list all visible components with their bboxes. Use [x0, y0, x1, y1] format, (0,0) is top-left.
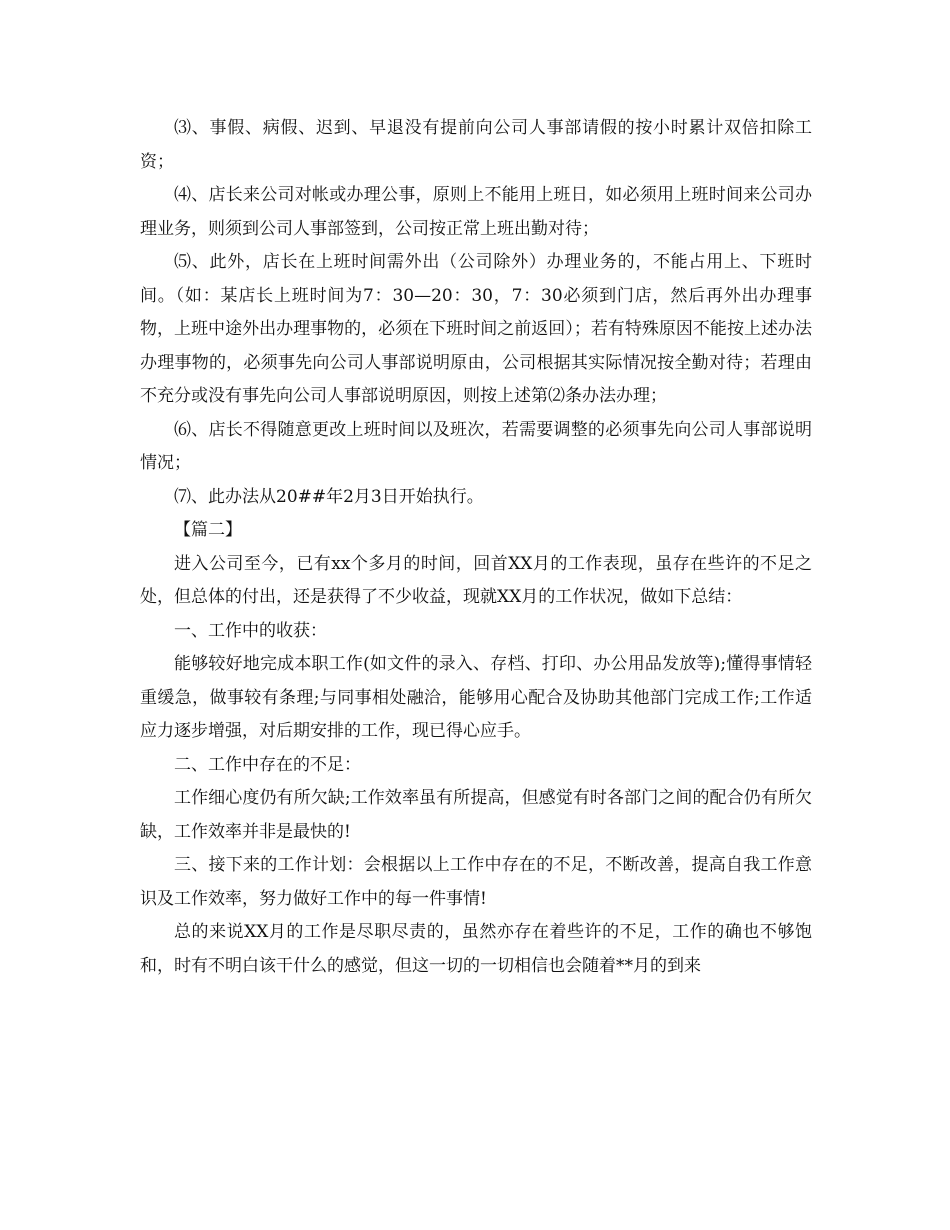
paragraph-rule-4: ⑷、店长来公司对帐或办理公事，原则上不能用上班日，如必须用上班时间来公司办理业务，则须到公司人事部签到，公司按正常上班出勤对待； — [140, 185, 812, 239]
paragraph-gains: 能够较好地完成本职工作(如文件的录入、存档、打印、办公用品发放等);懂得事情轻重缓急，做事较有条理;与同事相处融洽，能够用心配合及协助其他部门完成工作;工作适应力逐步增强，对后期安排的工作，现已得心应手。 — [140, 654, 812, 741]
paragraph-rule-3: ⑶、事假、病假、迟到、早退没有提前向公司人事部请假的按小时累计双倍扣除工资； — [140, 118, 812, 172]
paragraph-rule-6: ⑹、店长不得随意更改上班时间以及班次，若需要调整的必须事先向公司人事部说明情况； — [140, 419, 812, 473]
paragraph-shortcomings: 工作细心度仍有所欠缺;工作效率虽有所提高，但感觉有时各部门之间的配合仍有所欠缺，工作效率并非是最快的! — [140, 788, 812, 842]
paragraph-gains-heading: 一、工作中的收获： — [174, 620, 327, 641]
paragraph-summary: 总的来说XX月的工作是尽职尽责的，虽然亦存在着些许的不足，工作的确也不够饱和，时有不明白该干什么的感觉，但这一切的一切相信也会随着**月的到来 — [140, 922, 812, 976]
paragraph-rule-5: ⑸、此外，店长在上班时间需外出（公司除外）办理业务的，不能占用上、下班时间。（如：某店长上班时间为7：30—20：30，7：30必须到门店，然后再外出办理事物，上班中途外出办理事物的，必须在下班时间之前返回）；若有特殊原因不能按上述办法办理事物的，必须事先向公司人事部说明原由，公司根据其实际情况按全勤对待；若理由不充分或没有事先向公司人事部说明原因，则按上述第⑵条办法办理； — [140, 252, 812, 406]
paragraph-plan: 三、接下来的工作计划：会根据以上工作中存在的不足，不断改善，提高自我工作意识及工作效率，努力做好工作中的每一件事情! — [140, 855, 812, 909]
paragraph-rule-7: ⑺、此办法从20##年2月3日开始执行。 — [174, 486, 484, 507]
paragraph-intro: 进入公司至今，已有xx个多月的时间，回首XX月的工作表现，虽存在些许的不足之处，但总体的付出，还是获得了不少收益，现就XX月的工作状况，做如下总结： — [140, 553, 812, 607]
paragraph-shortcomings-heading: 二、工作中存在的不足： — [174, 754, 361, 775]
document-page — [140, 112, 812, 983]
section-heading: 【篇二】 — [174, 520, 242, 540]
